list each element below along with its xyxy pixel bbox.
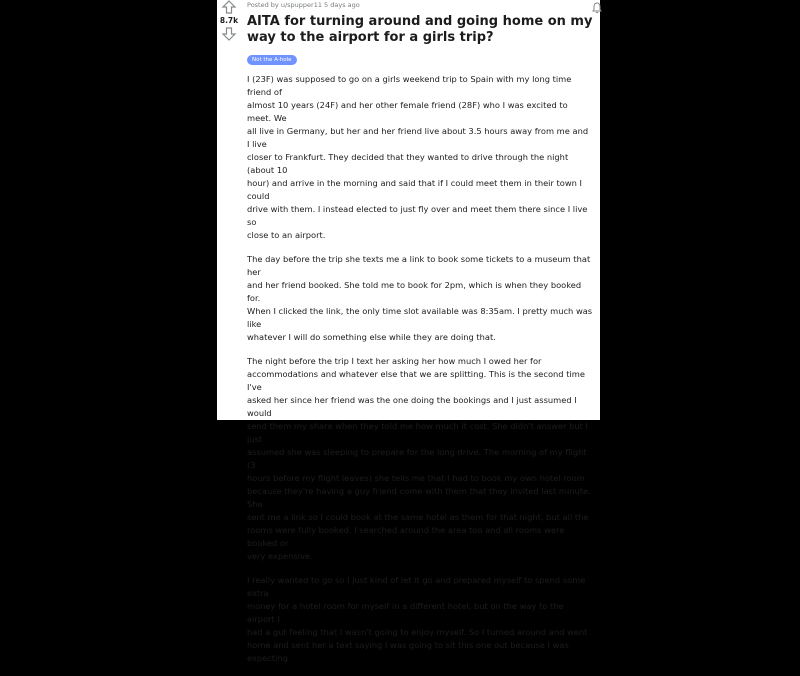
post-content: [247, 0, 593, 676]
upvote-arrow-icon[interactable]: [222, 0, 236, 14]
post-title[interactable]: AITA for turning around and going home on my way to the airport for a girls trip?: [247, 14, 593, 45]
post-meta[interactable]: Posted by u/spupper11 5 days ago: [247, 1, 360, 9]
body-paragraph: I really wanted to go so I just kind of let it go and prepared myself to spend some extra money for a hotel room for myself in a different hotel, but on the way to the airport I had a gut feeling that I wasn't going to enjoy myself. So I turned around and went home and sent her a text saying I was going to sit this one out because I was expecting: [247, 575, 588, 663]
bell-icon[interactable]: [592, 2, 602, 14]
vote-score: 8.7k: [219, 16, 239, 25]
downvote-arrow-icon[interactable]: [222, 27, 236, 41]
body-paragraph: I (23F) was supposed to go on a girls weekend trip to Spain with my long time friend of almost 10 years (24F) and her other female friend (28F) who I was excited to meet. We all live in Germany, but her and her friend live about 3.5 hours away from me and I live closer to Frankfurt. They decided that they wanted to drive through the night (about 10 hour) and arrive in the morning and said that if I could meet them in their town I could drive with them. I instead elected to just fly over and meet them there since I live so close to an airport.: [247, 74, 589, 240]
body-paragraph: The day before the trip she texts me a link to book some tickets to a museum that her and her friend booked. She told me to book for 2pm, which is when they booked for. When I clicked the link, the only time slot available was 8:35am. I pretty much was like whatever I will do something else while they are doing that.: [247, 254, 593, 342]
post-body: [247, 73, 593, 665]
post-flair[interactable]: Not the A-hole: [247, 55, 297, 65]
post-card: [217, 0, 600, 663]
vote-column: [217, 0, 241, 41]
body-paragraph: The night before the trip I text her asking her how much I owed her for accommodations and whatever else that we are splitting. This is the second time I've asked her since her friend was the one doing the bookings and I just assumed I would send them my share when they told me how much it cost. She didn't answer but I just assumed she was sleeping to prepare for the long drive. The morning of my flight (3 hours before my flight leaves) she tells me that I had to book my own hotel room because they're having a guy friend come with them that they invited last minute. She sent me a link so I could book at the same hotel as them for that night, but all the rooms were fully booked. I searched around the area too and all rooms were booked or very expensive.: [247, 356, 591, 561]
